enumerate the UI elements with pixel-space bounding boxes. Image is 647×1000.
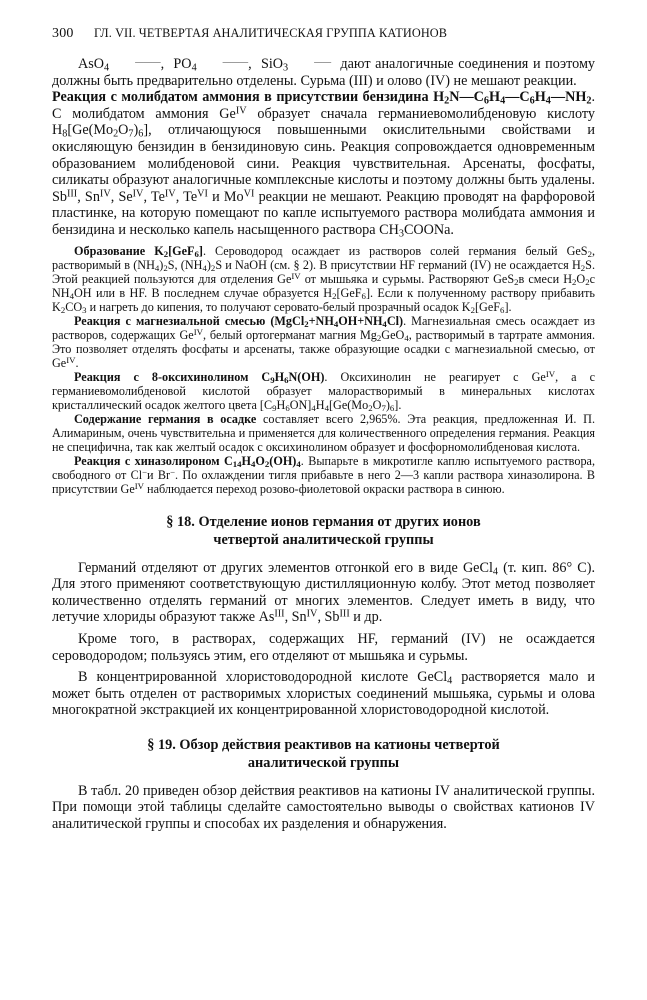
paragraph-1-text: дают аналогичные соединения и поэтому должны быть предварительно отделены. Сурьма (III) и олово (IV) не мешают реакции. — [52, 56, 596, 89]
section-18-heading-line1: § 18. Отделение ионов германия от других ионов — [166, 513, 481, 530]
section-19-paragraph-1: В табл. 20 приведен обзор действия реактивов на катионы IV аналитической группы. При помощи этой таблицы сделайте самостоятельно выводы о свойствах катионов IV аналитической группы и способах их разделения и обнаружения. — [52, 782, 595, 833]
running-head — [52, 26, 595, 42]
s18-p1-t3: и др. — [353, 609, 383, 626]
section-18-heading-line2: четвертой аналитической группы — [213, 531, 434, 548]
paragraph-5: Реакция с 8-оксихинолином $C_9H_6N(OH)$. Оксихинолин не реагирует с $Ge^{IV}$, а с германиевомолибденовой кислотой образует малорастворимый в минеральных кислотах кристаллический осадок желтого цвета $[C_9H_6ON]_4H_4[Ge(Mo_2O_7)_6]$. — [52, 368, 595, 413]
paragraph-4-t4: , растворимый в тартрате аммония. Это позволяет отделять фосфаты и арсенаты, также образующие осадки с магнезиальной смесью, от Ge — [52, 327, 595, 370]
paragraph-4-t2: , белый ортогерманат магния Mg — [202, 327, 377, 342]
paragraph-4: Реакция с магнезиальной смесью $(MgCl_2+NH_4OH+NH_4Cl)$. Магнезиальная смесь осаждает из растворов, содержащих $Ge^{IV}$, белый ортогерманат магния $Mg_2GeO_4$, растворимый в тартрате аммония. Это позволяет отделять фосфаты и арсенаты, также образующие осадки с магнезиальной смесью, от $Ge^{IV}$. — [52, 313, 595, 370]
paragraph-3-t1: . Сероводород осаждает из растворов солей германия белый GeS — [202, 243, 588, 258]
paragraph-4-t1: . Магнезиальная смесь осаждает из растворов, содержащих Ge — [52, 313, 595, 342]
paragraph-3-t8: O — [576, 271, 586, 286]
paragraph-3-t13: CO — [65, 299, 83, 314]
paragraph-3: Образование $K_2[GeF_6]$. Сероводород осаждает из растворов солей германия белый GeS$_2$, растворимый в $(NH_4)_2S$, $(NH_4)_2S$ и NaOH (см. § 2). В присутствии HF германий (IV) не осаждается $H_2S$. Этой реакцией пользуются для отделения $Ge^{IV}$ от мышьяка и сурьмы. Растворяют GeS$_2$в смеси $H_2O_2с$ $NH_4OH$ или в HF. В последнем случае образуется $H_2[GeF_6]$. Если к полученному раствору прибавить $K_2CO_3$ и нагреть до кипения, то получают серовато-белый прозрачный осадок $K_2[GeF_6]$. — [52, 243, 596, 315]
s18-p1-t1: Германий отделяют от других элементов отгонкой его в виде GeCl — [78, 559, 493, 576]
paragraph-3-t7: в смеси H — [518, 271, 572, 286]
paragraph-4-t3: GeO — [381, 327, 405, 342]
formula-aso4: AsO — [78, 56, 105, 72]
paragraph-7: Реакция с хиназолироном $C_{14}H_4O_2(OH)_4$. Выпарьте в микротигле каплю испытуемого раствора, свободного от Cl−и Br−. По охлаждении тигля прибавьте в него 2—3 капли раствора хиназолирона. В присутствии $Ge^{IV}$ наблюдается переход розово-фиолетовой окраски раствора в синюю. — [52, 453, 595, 496]
paragraph-2-lead: Реакция с молибдатом аммония в присутствии бензидина — [52, 89, 429, 106]
section-19-heading-line2: аналитической группы — [247, 754, 400, 771]
paragraph-3-t9: с NH — [52, 271, 596, 300]
page-number: 300 — [52, 26, 74, 41]
section-18-paragraph-1: Германий отделяют от других элементов отгонкой его в виде GeCl$_4$ (т. кип. 86° C). Для этого применяют соответствующую дистилляционную колбу. Этот метод позволяет количественно отделять германий от многих элементов. Следует иметь в виду, что летучие хлориды образуют также $As^{III}$, $Sn^{IV}$, $Sb^{III}$ и др. — [52, 559, 595, 626]
paragraph-2-t4: реакции не мешают. Реакцию проводят на фарфоровой пластинке, на которую помещают по капле испытуемого раствора молибдата аммония и бензидина и несколько капель насыщенного раствора CH — [52, 188, 596, 238]
running-head-title: ГЛ. VII. ЧЕТВЕРТАЯ АНАЛИТИЧЕСКАЯ ГРУППА КАТИОНОВ — [94, 26, 448, 40]
paragraph-3-t14: и нагреть до кипения, то получают серовато-белый прозрачный осадок K — [89, 299, 471, 314]
paragraph-6-text: составляет всего 2,965%. Эта реакция, предложенная И. П. Алимариным, очень чувствительна и применяется для количественного определения германия. Реакция не специфична, так как желтый осадок с оксихинолином образует и фосфорномолибденовая кислота. — [52, 411, 596, 454]
paragraph-4-lead: Реакция с магнезиальной смесью — [74, 313, 266, 328]
paragraph-5-lead: Реакция с 8-оксихинолином C — [74, 369, 271, 384]
s18-p1-t2: (т. кип. 86° C). Для этого применяют соответствующую дистилляционную колбу. Этот метод позволяет количественно отделять германий от многих элементов. Следует иметь в виду, что летучие хлориды образуют также As — [52, 559, 595, 626]
paragraph-7-t4: наблюдается переход розово-фиолетовой окраски раствора в синюю. — [147, 481, 505, 496]
section-19-heading — [52, 736, 595, 772]
section-19-heading-line1: § 19. Обзор действия реактивов на катионы четвертой — [147, 736, 500, 753]
paragraph-7-lead: Реакция с хиназолироном C — [74, 453, 233, 468]
section-18-heading — [52, 513, 595, 549]
paragraph-7-t3: . По охлаждении тигля прибавьте в него 2—3 капли раствора хиназолирона. В присутствии Ge — [52, 467, 595, 496]
paragraph-3-lead: Образование K — [74, 243, 164, 258]
section-18-paragraph-2: Кроме того, в растворах, содержащих HF, германий (IV) не осаждается сероводородом; пользуясь этим, его отделяют от мышьяка и сурьмы. — [52, 630, 595, 664]
paragraph-3-t6: от мышьяка и сурьмы. Растворяют GeS — [304, 271, 515, 286]
paragraph-6-lead: Содержание германия в осадке — [74, 411, 257, 426]
paragraph-3-t11: [GeF — [336, 285, 362, 300]
paragraph-3-t4: S и NaOH (см. § 2). В присутствии HF германий (IV) не осаждается H — [215, 257, 581, 272]
paragraph-7-t1: . Выпарьте в микротигле каплю испытуемого раствора, свободного от Cl — [52, 453, 595, 482]
paragraph-5-t1: . Оксихинолин не реагирует с Ge — [324, 369, 546, 384]
paragraph-5-t2: , а с германиевомолибденовой кислотой образует малорастворимый в минеральных кислотах кристаллический осадок желтого цвета [C — [52, 369, 595, 412]
paragraph-2-t3: , отличающуюся повышенными окислительными свойствами и окисляющую бензидин в бензидиновую синь. Реакция сопровождается одновременным образованием молибденовой сини. Реакция чувствительная. Арсенаты, фосфаты, силикаты образуют аналогичные комплексные кислоты и поэтому должны быть удалены. Sb — [52, 122, 595, 205]
paragraph-2: Реакция с молибдатом аммония в присутствии бензидина $H_2N—C_6H_4—C_6H_4—NH_2$. С молибдатом аммония $Ge^{IV}$ образует сначала германиевомолибденовую кислоту $H_8[Ge(Mo_2O_7)_6]$, отличающуюся повышенными окислительными свойствами и окисляющую бензидин в бензидиновую синь. Реакция сопровождается одновременным образованием молибденовой сини. Реакция чувствительная. Арсенаты, фосфаты, силикаты образуют аналогичные комплексные кислоты и поэтому должны быть удалены. $Sb^{III}$, $Sn^{IV}$, $Se^{IV}$, $Te^{IV}$, $Te^{VI}$ и $Mo^{VI}$ реакции не мешают. Реакцию проводят на фарфоровой пластинке, на которую помещают по капле испытуемого раствора молибдата аммония и бензидина и несколько капель насыщенного раствора $CH_3COONa$. — [52, 89, 596, 240]
paragraph-3-t10: OH или в HF. В последнем случае образуется H — [74, 285, 333, 300]
paragraph-6 — [52, 412, 595, 454]
section-18-paragraph-3: В концентрированной хлористоводородной кислоте GeCl$_4$ растворяется мало и может быть отделен от растворимых хлористых соединений мышьяка, сурьмы и олова многократной экстракцией их концентрированной хлористоводородной кислотой. — [52, 669, 595, 719]
paragraph-7-t2: и Br — [147, 467, 171, 482]
paragraph-2-t2: образует сначала германиевомолибденовую кислоту H — [52, 105, 596, 139]
paragraph-3-t5: S. Этой реакцией пользуются для отделения Ge — [52, 257, 595, 286]
paragraph-1: AsO$_4$———, $PO_4———$, SiO$_3$—— дают аналогичные соединения и поэтому должны быть предварительно отделены. Сурьма (III) и олово (IV) не мешают реакции. — [52, 56, 596, 89]
paragraph-3-t12: ]. Если к полученному раствору прибавить K — [52, 285, 595, 314]
paragraph-3-t3: S, (NH — [167, 257, 203, 272]
s18-p3-t1: В концентрированной хлористоводородной кислоте GeCl — [78, 669, 448, 686]
s18-p3-t2: растворяется мало и может быть отделен от растворимых хлористых соединений мышьяка, сурьмы и олова многократной экстракцией их концентрированной хлористоводородной кислотой. — [52, 669, 595, 719]
paragraph-2-t1: . С молибдатом аммония Ge — [52, 89, 596, 122]
paragraph-3-t2: , растворимый в (NH — [52, 243, 595, 272]
